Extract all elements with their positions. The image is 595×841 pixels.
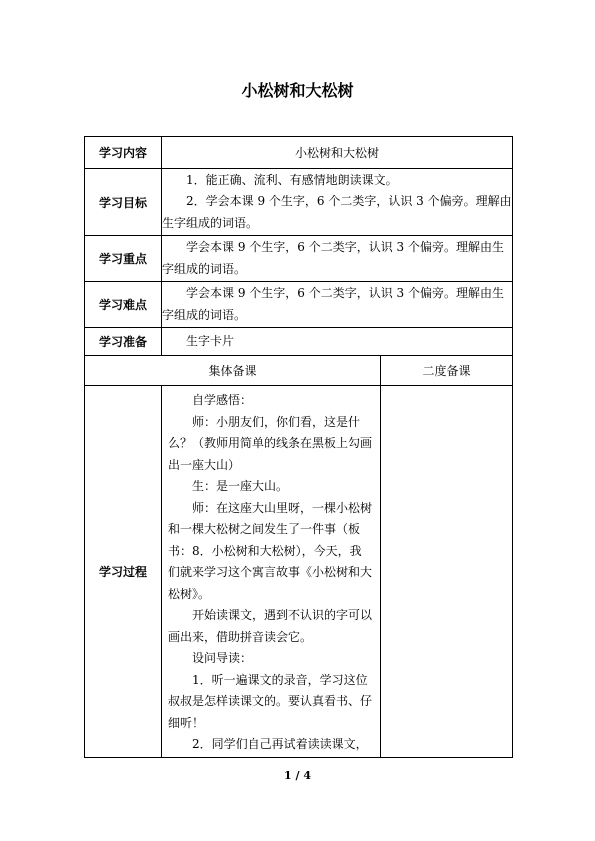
process-paragraph: 开始读课文，遇到不认识的字可以画出来，借助拼音读会它。: [168, 608, 372, 644]
secondary-notes-cell: [381, 386, 513, 758]
value-goals: [162, 169, 513, 236]
goal-item: 1．能正确、流利、有感情地朗读课文。: [186, 172, 398, 187]
label-difficulties: 学习难点: [85, 282, 162, 328]
process-paragraph: 设问导读：: [192, 651, 253, 665]
value-content: 小松树和大松树: [162, 137, 513, 169]
row-goals: [85, 169, 513, 236]
header-collective: 集体备课: [85, 356, 381, 386]
process-paragraph: 生：是一座大山。: [192, 479, 289, 493]
preparation-text: 生字卡片: [186, 333, 235, 348]
lesson-plan-table: [84, 136, 513, 758]
value-key-points: [162, 236, 513, 282]
process-paragraph: 师：小朋友们，你们看，这是什么？（教师用简单的线条在黑板上勾画出一座大山）: [168, 414, 372, 472]
label-goals: 学习目标: [85, 169, 162, 236]
row-difficulties: [85, 282, 513, 328]
label-content: 学习内容: [85, 137, 162, 169]
goal-item: 2．学会本课 9 个生字，6 个二类字，认识 3 个偏旁。理解由生字组成的词语。: [162, 194, 512, 230]
row-process: [85, 386, 513, 758]
label-key-points: 学习重点: [85, 236, 162, 282]
label-process: 学习过程: [85, 386, 162, 758]
row-column-headers: [85, 356, 513, 386]
process-paragraph: 2．同学们自己再试着读读课文，: [192, 737, 368, 751]
row-content: [85, 137, 513, 169]
process-paragraph: 自学感悟：: [192, 393, 253, 407]
process-paragraph: 1．听一遍课文的录音，学习这位叔叔是怎样读课文的。要认真看书、仔细听！: [168, 672, 372, 730]
document-title: 小松树和大松树: [241, 81, 354, 100]
key-points-text: 学会本课 9 个生字，6 个二类字，认识 3 个偏旁。理解由生字组成的词语。: [162, 240, 504, 276]
header-secondary: 二度备课: [381, 356, 513, 386]
process-content: [162, 386, 381, 758]
value-preparation: [162, 328, 513, 356]
page-number: 1 / 4: [284, 769, 311, 782]
value-difficulties: [162, 282, 513, 328]
row-preparation: [85, 328, 513, 356]
difficulties-text: 学会本课 9 个生字，6 个二类字，认识 3 个偏旁。理解由生字组成的词语。: [162, 286, 504, 322]
process-paragraph: 师：在这座大山里呀，一棵小松树和一棵大松树之间发生了一件事（板书：8．小松树和大松树），今天，我们就来学习这个寓言故事《小松树和大松树》。: [168, 500, 372, 601]
row-key-points: [85, 236, 513, 282]
label-preparation: 学习准备: [85, 328, 162, 356]
